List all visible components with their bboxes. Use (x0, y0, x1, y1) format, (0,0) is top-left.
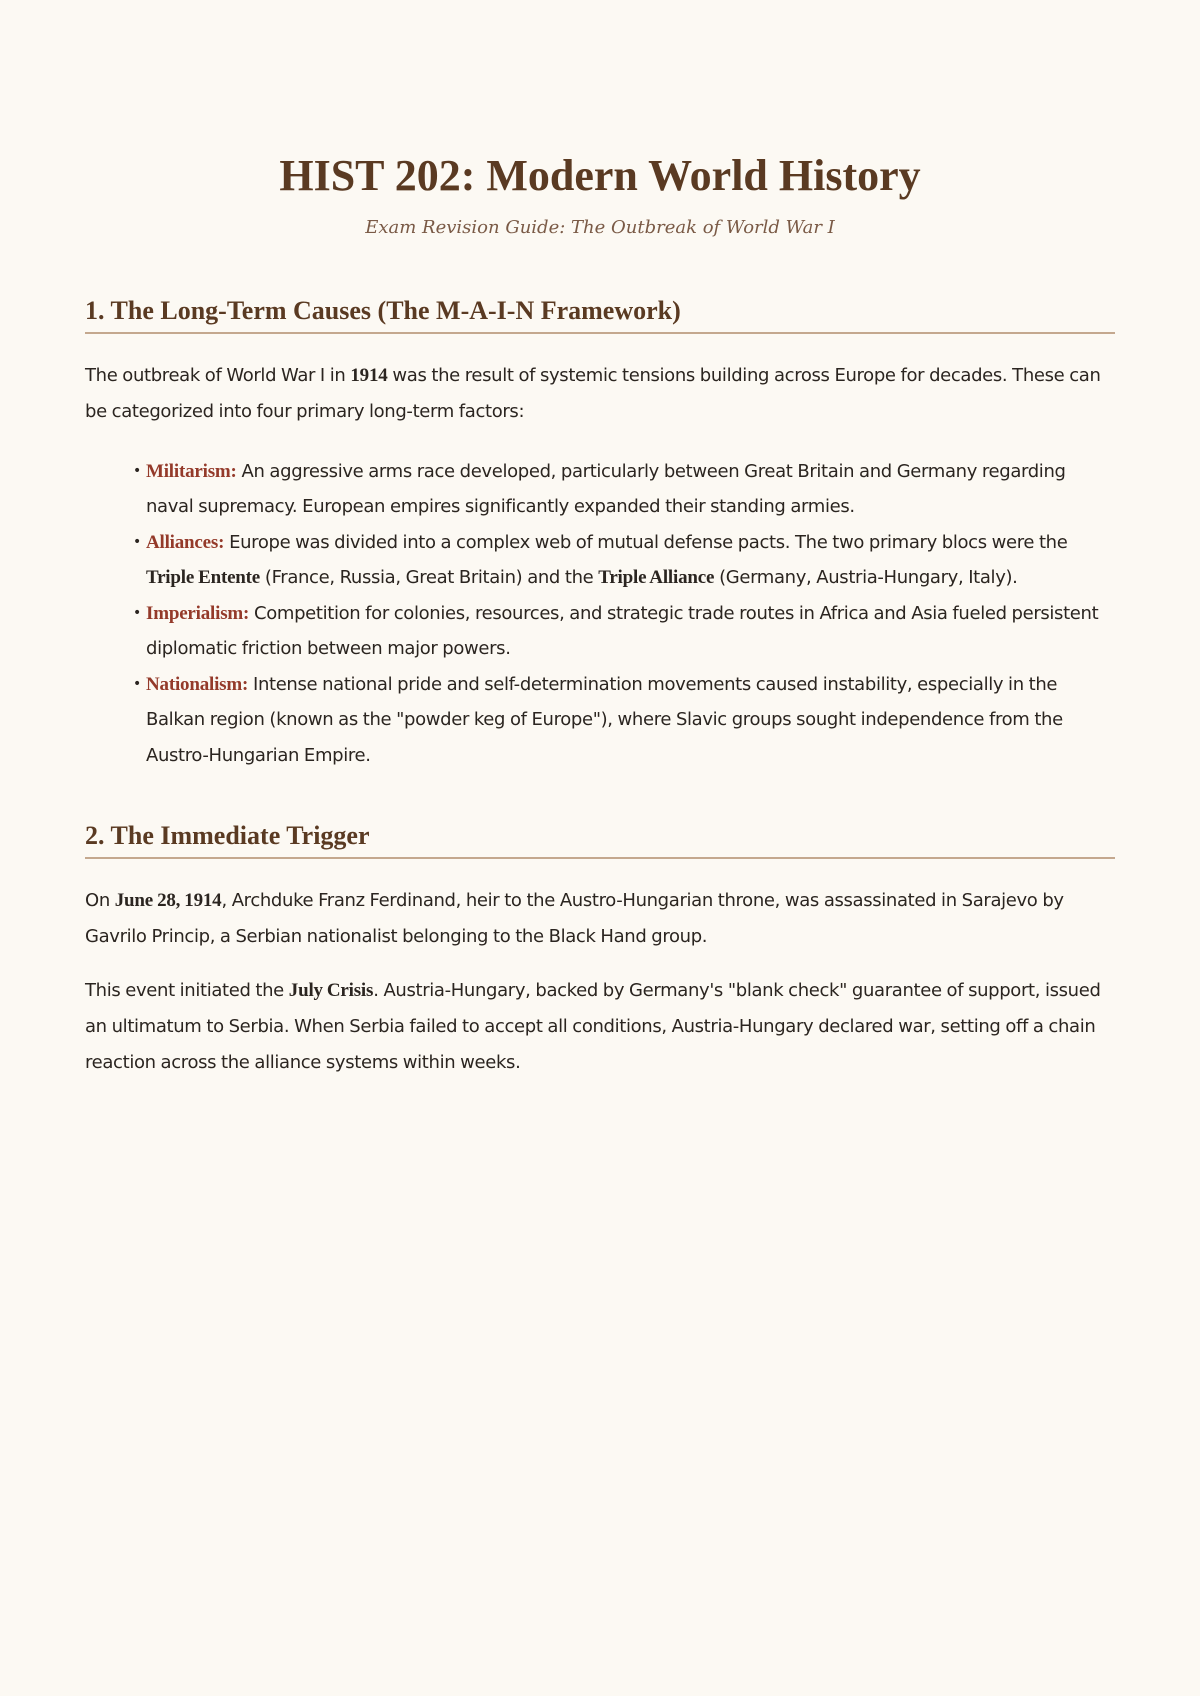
section-heading-immediate-trigger: 2. The Immediate Trigger (85, 821, 1115, 859)
assassination-text-after: , Archduke Franz Ferdinand, heir to the Austro-Hungarian throne, was assassinated in Sarajevo by Gavrilo Princip, a Serbian nationalist belonging to the Black Hand group. (85, 890, 1064, 948)
list-item-imperialism (133, 596, 1115, 667)
militarism-text: An aggressive arms race developed, particularly between Great Britain and Germany regarding naval supremacy. European empires significantly expanded their standing armies. (146, 460, 1066, 518)
july-crisis-paragraph (85, 973, 1115, 1081)
imperialism-text: Competition for colonies, resources, and strategic trade routes in Africa and Asia fueled persistent diplomatic friction between major powers. (146, 602, 1099, 660)
list-item-nationalism (133, 667, 1115, 774)
term-nationalism: Nationalism: (146, 673, 249, 695)
term-july-crisis: July Crisis (288, 980, 374, 1002)
intro-text-after: was the result of systemic tensions building across Europe for decades. These can be categorized into four primary long-term factors: (85, 364, 1101, 422)
main-factors-list (85, 454, 1115, 774)
section-heading-long-term-causes: 1. The Long-Term Causes (The M-A-I-N Framework) (85, 296, 1115, 334)
list-item-militarism (133, 454, 1115, 525)
term-imperialism: Imperialism: (146, 602, 250, 624)
document-title: HIST 202: Modern World History (279, 151, 921, 200)
alliances-text: Europe was divided into a complex web of mutual defense pacts. The two primary blocs were the (224, 531, 1068, 553)
assassination-paragraph (85, 883, 1115, 955)
assassination-date: June 28, 1914 (114, 890, 222, 912)
july-crisis-text-before: This event initiated the (85, 980, 289, 1002)
intro-text-before: The outbreak of World War I in (85, 364, 351, 386)
term-militarism: Militarism: (146, 460, 237, 482)
bullet-icon: • (133, 462, 141, 479)
term-alliances: Alliances: (146, 531, 225, 553)
bullet-icon: • (133, 533, 141, 550)
nationalism-text: Intense national pride and self-determination movements caused instability, especially in the Balkan region (known as the "powder keg of Europe"), where Slavic groups sought independence from the Austro-Hungarian Empire. (146, 673, 1063, 766)
intro-paragraph (85, 358, 1115, 430)
bloc-triple-alliance: Triple Alliance (598, 567, 715, 589)
list-item-alliances (133, 525, 1115, 596)
alliances-text: (France, Russia, Great Britain) and the (260, 567, 599, 589)
alliances-text: (Germany, Austria-Hungary, Italy). (714, 567, 1018, 589)
assassination-text-before: On (85, 890, 115, 912)
bloc-triple-entente: Triple Entente (146, 567, 261, 589)
bullet-icon: • (133, 604, 141, 621)
bullet-icon: • (133, 675, 141, 692)
intro-year: 1914 (350, 364, 388, 386)
july-crisis-text-after: . Austria-Hungary, backed by Germany's "blank check" guarantee of support, issued an ultimatum to Serbia. When Serbia failed to accept all conditions, Austria-Hungary declared war, setting off a chain reaction across the alliance systems within weeks. (85, 980, 1101, 1074)
document-subtitle: Exam Revision Guide: The Outbreak of World War I (365, 216, 835, 238)
